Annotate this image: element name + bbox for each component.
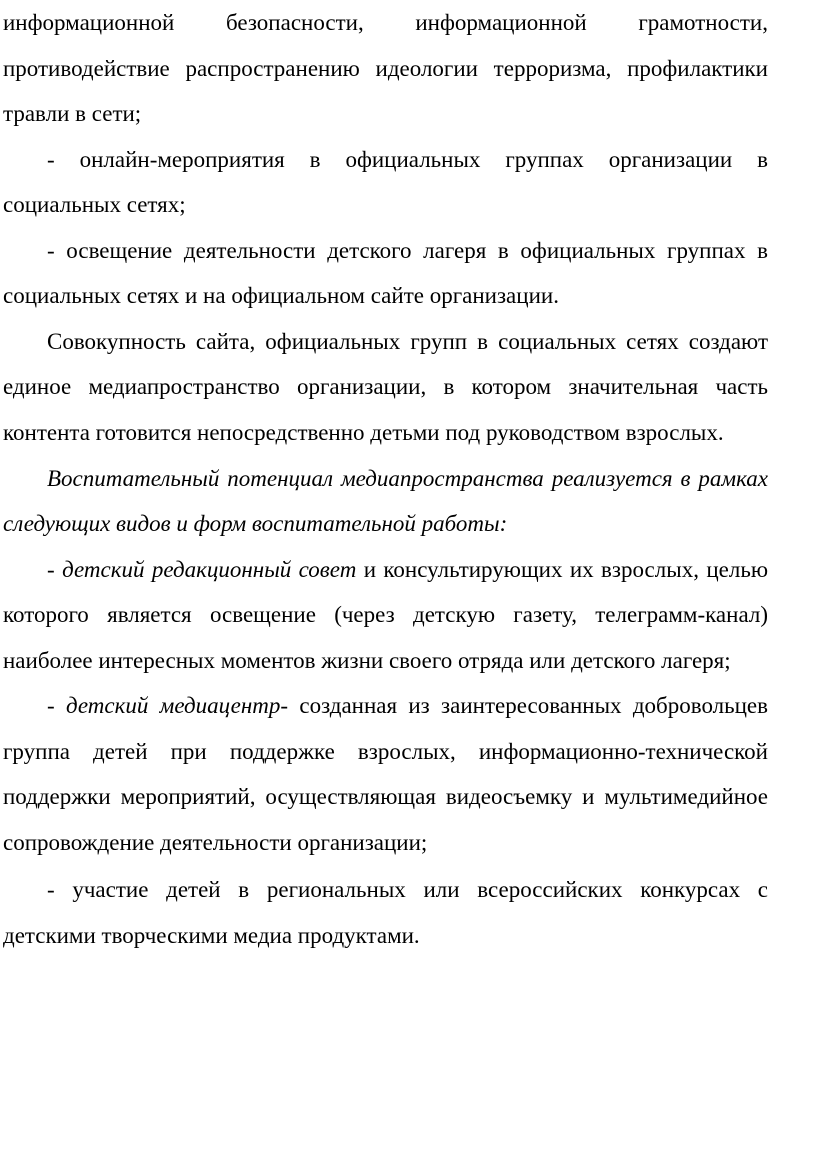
- list-dash: -: [47, 693, 66, 718]
- paragraph-media-space: Совокупность сайта, официальных групп в социальных сетях создают единое медиапространство организации, в котором значительная часть контента готовится непосредственно детьми под руководством взрослых.: [3, 328, 768, 445]
- media-center-description: - созданная из заинтересованных добровольцев группа детей при поддержке взрослых, информационно-технической поддержки мероприятий, осуществляющая видеосъемку и мультимедийное сопровождение деятельности организации;: [3, 693, 768, 855]
- list-dash: -: [47, 556, 63, 582]
- paragraph-educational-potential: Воспитательный потенциал медиапространства реализуется в рамках следующих видов и форм воспитательной работы:: [3, 465, 768, 536]
- list-item-coverage: - освещение деятельности детского лагеря в официальных группах в социальных сетях и на официальном сайте организации.: [3, 237, 768, 308]
- media-center-term: детский медиацентр: [65, 693, 281, 718]
- paragraph-security-continuation: информационной безопасности, информационной грамотности, противодействие распространению идеологии терроризма, профилактики травли в сети;: [3, 10, 768, 126]
- editorial-board-description: и консультирующих их взрослых, целью которого является освещение (через детскую газету, телеграмм-канал) наиболее интересных моментов жизни своего отряда или детского лагеря;: [3, 556, 769, 673]
- list-item-media-center: [3, 683, 768, 865]
- document-body: [3, 0, 768, 958]
- list-item-online-events: - онлайн-мероприятия в официальных группах организации в социальных сетях;: [3, 146, 768, 217]
- editorial-board-term: детский редакционный совет: [62, 556, 357, 582]
- list-item-contests: - участие детей в региональных или всероссийских конкурсах с детскими творческими медиа продуктами.: [3, 877, 768, 948]
- list-item-editorial-board: [3, 547, 768, 684]
